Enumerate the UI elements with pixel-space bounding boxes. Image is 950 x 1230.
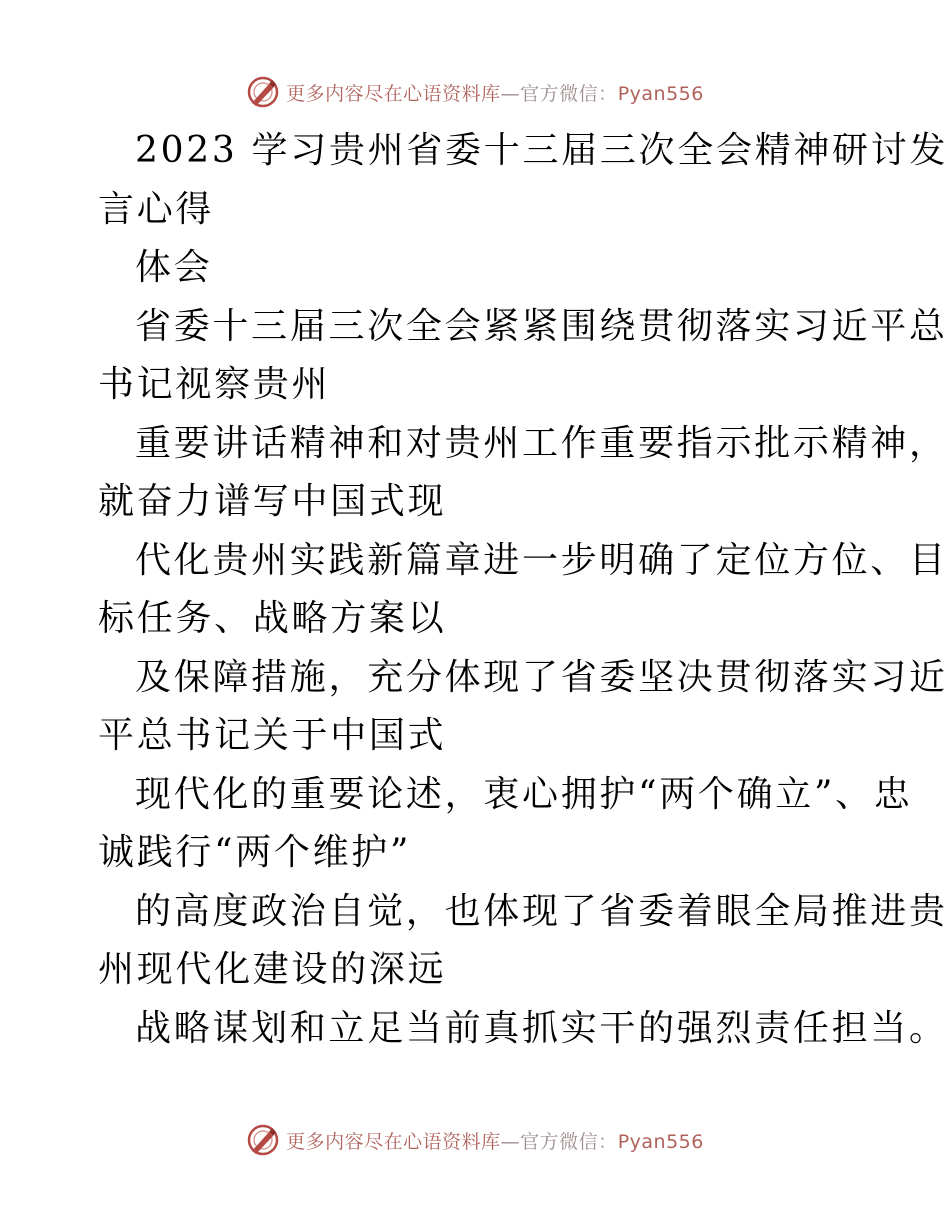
paragraph-line: 现代化的重要论述，衷心拥护“两个确立”、忠 bbox=[135, 773, 913, 815]
watermark-site-name: 更多内容尽在心语资料库 bbox=[286, 82, 501, 105]
paragraph-line: 就奋力谱写中国式现 bbox=[98, 481, 447, 522]
pen-logo-icon bbox=[246, 75, 280, 109]
footer-watermark bbox=[0, 1120, 950, 1160]
title-line-1: 2023 学习贵州省委十三届三次全会精神研讨发 bbox=[135, 130, 949, 171]
pen-logo-icon bbox=[246, 1123, 280, 1157]
paragraph-line: 标任务、战略方案以 bbox=[98, 598, 447, 639]
paragraph-line: 州现代化建设的深远 bbox=[98, 949, 447, 990]
paragraph-line: 书记视察贵州 bbox=[98, 364, 331, 405]
paragraph-line: 诚践行“两个维护” bbox=[98, 832, 412, 873]
watermark-wechat-id: Pyan556 bbox=[617, 82, 704, 105]
paragraph-line: 重要讲话精神和对贵州工作重要指示批示精神， bbox=[135, 422, 948, 464]
paragraph-line: 省委十三届三次全会紧紧围绕贯彻落实习近平总 bbox=[135, 305, 948, 347]
watermark-wechat-id: Pyan556 bbox=[617, 1130, 704, 1153]
paragraph-line: 代化贵州实践新篇章进一步明确了定位方位、目 bbox=[135, 539, 948, 581]
title-line-3: 体会 bbox=[135, 247, 213, 288]
paragraph-line: 平总书记关于中国式 bbox=[98, 715, 447, 756]
watermark-site-name: 更多内容尽在心语资料库 bbox=[286, 1130, 501, 1153]
title-line-2: 言心得 bbox=[98, 188, 215, 230]
watermark-wechat-label: —官方微信： bbox=[500, 1130, 618, 1153]
document-body bbox=[98, 122, 949, 1058]
watermark-text bbox=[286, 79, 704, 106]
watermark-wechat-label: —官方微信： bbox=[500, 82, 618, 105]
paragraph-line: 及保障措施，充分体现了省委坚决贯彻落实习近 bbox=[135, 656, 948, 698]
watermark-text bbox=[286, 1127, 704, 1154]
paragraph-line: 的高度政治自觉，也体现了省委着眼全局推进贵 bbox=[135, 890, 948, 932]
header-watermark bbox=[0, 72, 950, 112]
paragraph-line: 战略谋划和立足当前真抓实干的强烈责任担当。 bbox=[135, 1007, 948, 1049]
